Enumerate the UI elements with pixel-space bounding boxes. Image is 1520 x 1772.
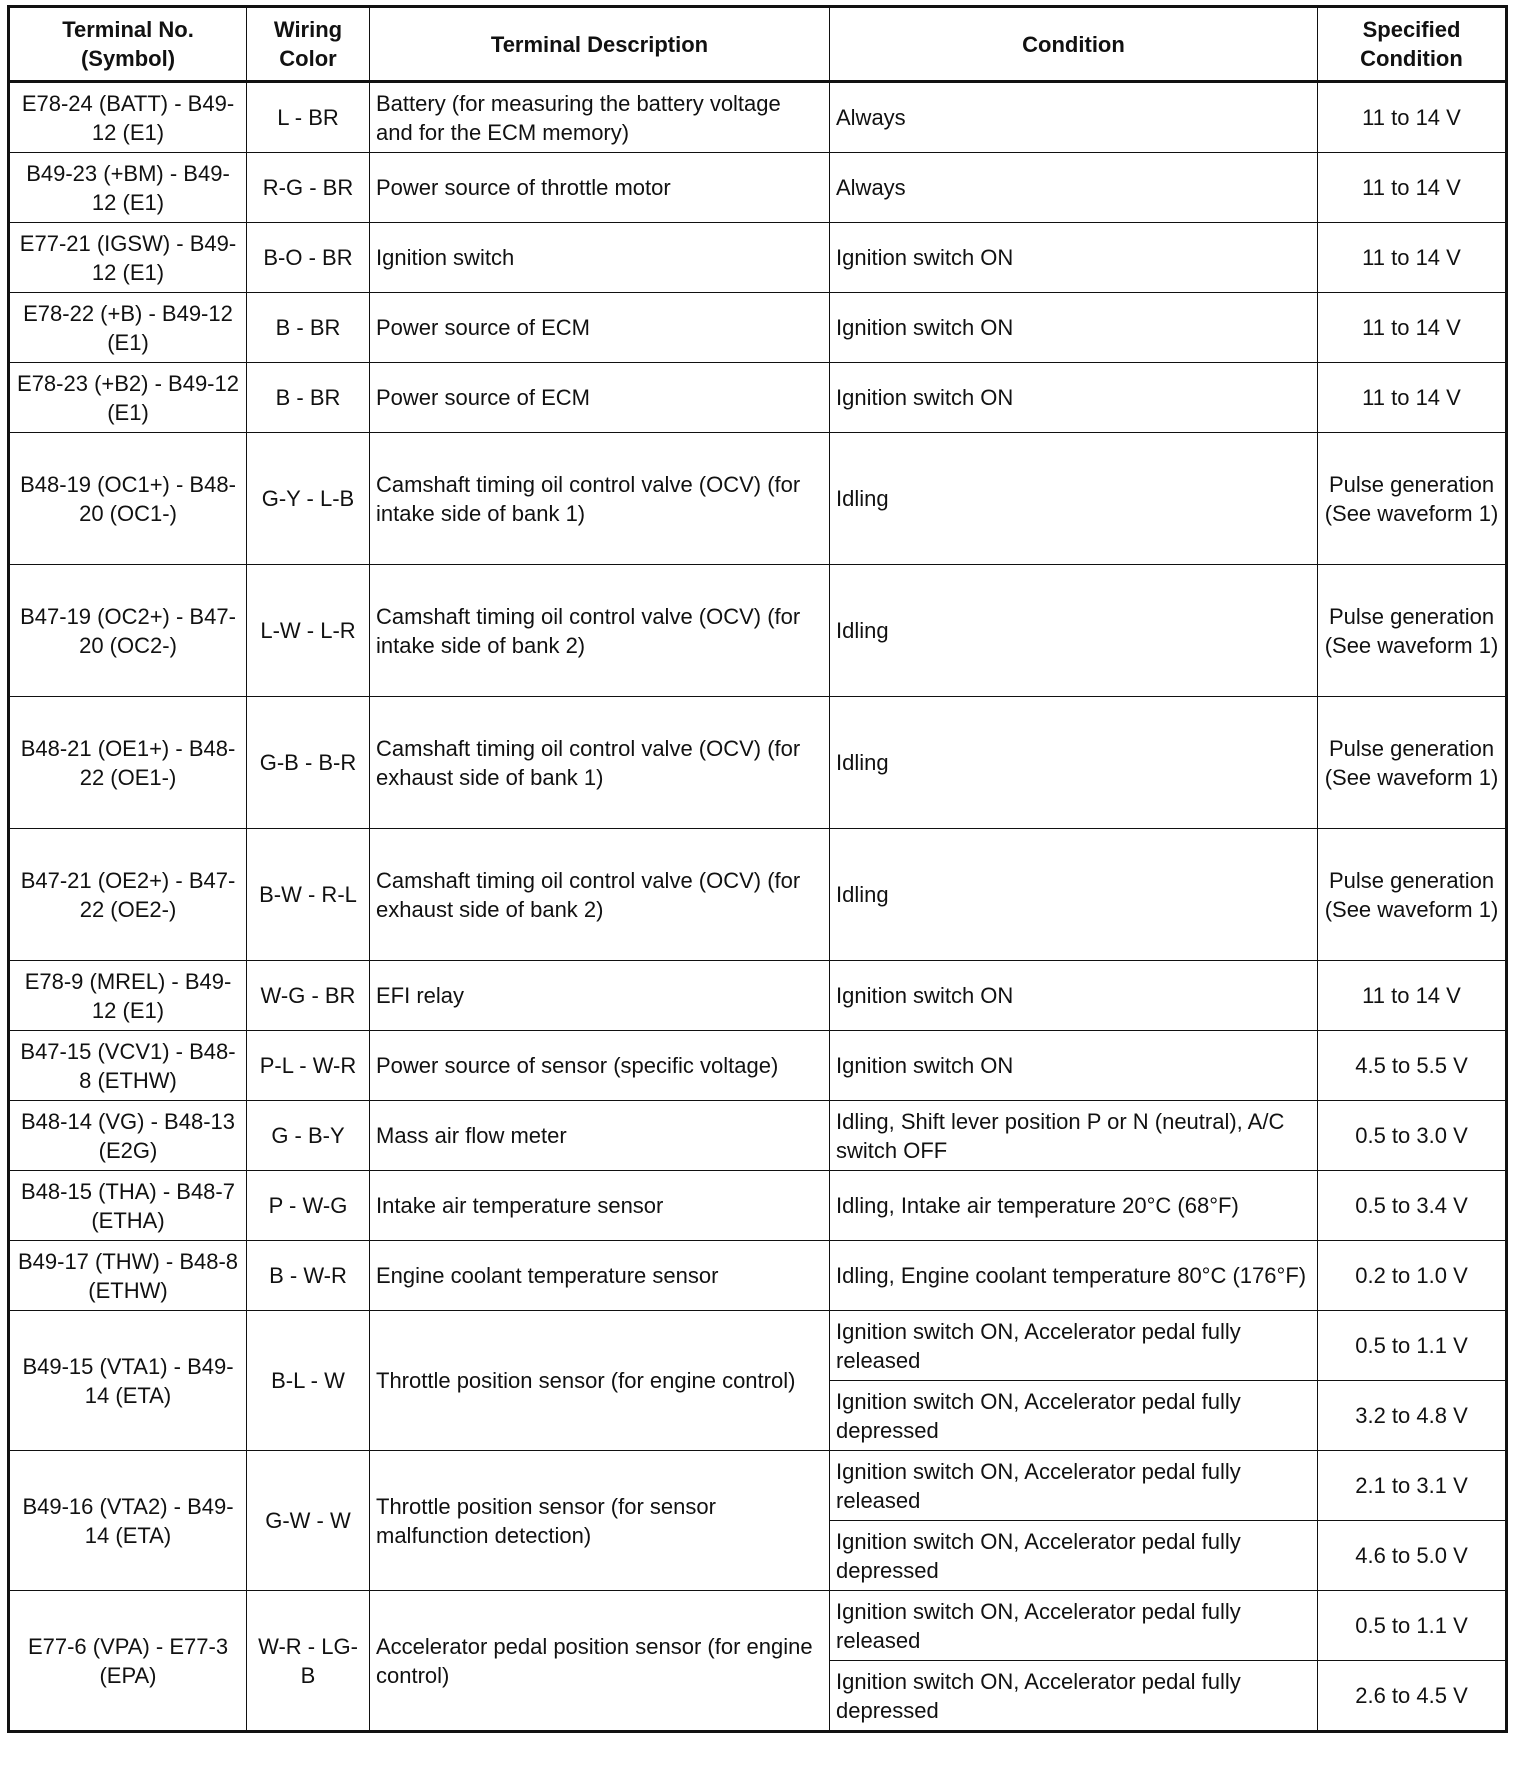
- description-cell: Camshaft timing oil control valve (OCV) (for intake side of bank 2): [370, 565, 830, 697]
- wiring-color-cell: G-B - B-R: [247, 697, 370, 829]
- spec-cell: 0.5 to 1.1 V: [1318, 1591, 1507, 1661]
- spec-cell: 11 to 14 V: [1318, 293, 1507, 363]
- terminal-cell: E77-21 (IGSW) - B49-12 (E1): [9, 223, 247, 293]
- condition-cell: Ignition switch ON, Accelerator pedal fully depressed: [830, 1521, 1318, 1591]
- terminal-cell: B49-16 (VTA2) - B49-14 (ETA): [9, 1451, 247, 1591]
- table-row: [9, 1171, 1507, 1241]
- condition-cell: Idling, Engine coolant temperature 80°C (176°F): [830, 1241, 1318, 1311]
- header-row: [9, 7, 1507, 82]
- table-row: [9, 1241, 1507, 1311]
- header-specified-condition: Specified Condition: [1318, 7, 1507, 82]
- spec-cell: Pulse generation (See waveform 1): [1318, 433, 1507, 565]
- terminal-cell: B49-23 (+BM) - B49-12 (E1): [9, 153, 247, 223]
- condition-cell: Idling: [830, 565, 1318, 697]
- table-row: [9, 363, 1507, 433]
- condition-cell: Idling, Intake air temperature 20°C (68°F): [830, 1171, 1318, 1241]
- spec-cell: 2.1 to 3.1 V: [1318, 1451, 1507, 1521]
- condition-cell: Idling, Shift lever position P or N (neutral), A/C switch OFF: [830, 1101, 1318, 1171]
- wiring-color-cell: W-G - BR: [247, 961, 370, 1031]
- terminal-cell: B48-14 (VG) - B48-13 (E2G): [9, 1101, 247, 1171]
- table-row: [9, 433, 1507, 565]
- condition-cell: Idling: [830, 829, 1318, 961]
- terminal-cell: E78-24 (BATT) - B49-12 (E1): [9, 82, 247, 153]
- wiring-color-cell: L - BR: [247, 82, 370, 153]
- condition-cell: Ignition switch ON: [830, 363, 1318, 433]
- spec-cell: Pulse generation (See waveform 1): [1318, 565, 1507, 697]
- table-row: [9, 1591, 1507, 1661]
- terminal-cell: B47-21 (OE2+) - B47-22 (OE2-): [9, 829, 247, 961]
- spec-cell: 2.6 to 4.5 V: [1318, 1661, 1507, 1732]
- description-cell: Intake air temperature sensor: [370, 1171, 830, 1241]
- table-row: [9, 565, 1507, 697]
- header-terminal: Terminal No. (Symbol): [9, 7, 247, 82]
- spec-cell: 3.2 to 4.8 V: [1318, 1381, 1507, 1451]
- terminal-table: [7, 5, 1508, 1733]
- wiring-color-cell: P - W-G: [247, 1171, 370, 1241]
- table-row: [9, 153, 1507, 223]
- description-cell: Mass air flow meter: [370, 1101, 830, 1171]
- condition-cell: Ignition switch ON, Accelerator pedal fully released: [830, 1451, 1318, 1521]
- table-row: [9, 961, 1507, 1031]
- header-description: Terminal Description: [370, 7, 830, 82]
- terminal-cell: B48-21 (OE1+) - B48-22 (OE1-): [9, 697, 247, 829]
- spec-cell: Pulse generation (See waveform 1): [1318, 697, 1507, 829]
- wiring-color-cell: P-L - W-R: [247, 1031, 370, 1101]
- description-cell: Throttle position sensor (for engine control): [370, 1311, 830, 1451]
- condition-cell: Ignition switch ON, Accelerator pedal fully depressed: [830, 1661, 1318, 1732]
- condition-cell: Ignition switch ON: [830, 961, 1318, 1031]
- spec-cell: 4.6 to 5.0 V: [1318, 1521, 1507, 1591]
- description-cell: Ignition switch: [370, 223, 830, 293]
- terminal-cell: E78-22 (+B) - B49-12 (E1): [9, 293, 247, 363]
- table-row: [9, 1451, 1507, 1521]
- terminal-cell: B48-15 (THA) - B48-7 (ETHA): [9, 1171, 247, 1241]
- spec-cell: 0.5 to 3.0 V: [1318, 1101, 1507, 1171]
- wiring-color-cell: G - B-Y: [247, 1101, 370, 1171]
- condition-cell: Ignition switch ON: [830, 293, 1318, 363]
- spec-cell: 0.5 to 3.4 V: [1318, 1171, 1507, 1241]
- description-cell: Power source of ECM: [370, 293, 830, 363]
- wiring-color-cell: G-W - W: [247, 1451, 370, 1591]
- table-row: [9, 1101, 1507, 1171]
- description-cell: EFI relay: [370, 961, 830, 1031]
- wiring-color-cell: B-W - R-L: [247, 829, 370, 961]
- spec-cell: 11 to 14 V: [1318, 153, 1507, 223]
- condition-cell: Always: [830, 153, 1318, 223]
- table-row: [9, 223, 1507, 293]
- condition-cell: Ignition switch ON, Accelerator pedal fully released: [830, 1591, 1318, 1661]
- condition-cell: Ignition switch ON: [830, 223, 1318, 293]
- condition-cell: Ignition switch ON, Accelerator pedal fully depressed: [830, 1381, 1318, 1451]
- condition-cell: Ignition switch ON: [830, 1031, 1318, 1101]
- spec-cell: 11 to 14 V: [1318, 363, 1507, 433]
- terminal-cell: B49-17 (THW) - B48-8 (ETHW): [9, 1241, 247, 1311]
- table-body: [9, 82, 1507, 1732]
- description-cell: Power source of ECM: [370, 363, 830, 433]
- wiring-color-cell: R-G - BR: [247, 153, 370, 223]
- spec-cell: 0.5 to 1.1 V: [1318, 1311, 1507, 1381]
- spec-cell: Pulse generation (See waveform 1): [1318, 829, 1507, 961]
- table-row: [9, 697, 1507, 829]
- table-row: [9, 82, 1507, 153]
- header-condition: Condition: [830, 7, 1318, 82]
- table-row: [9, 1311, 1507, 1381]
- description-cell: Engine coolant temperature sensor: [370, 1241, 830, 1311]
- table-row: [9, 829, 1507, 961]
- spec-cell: 11 to 14 V: [1318, 223, 1507, 293]
- description-cell: Throttle position sensor (for sensor malfunction detection): [370, 1451, 830, 1591]
- description-cell: Power source of throttle motor: [370, 153, 830, 223]
- spec-cell: 11 to 14 V: [1318, 82, 1507, 153]
- terminal-cell: E78-9 (MREL) - B49-12 (E1): [9, 961, 247, 1031]
- wiring-color-cell: B-L - W: [247, 1311, 370, 1451]
- terminal-cell: B47-19 (OC2+) - B47-20 (OC2-): [9, 565, 247, 697]
- terminal-cell: E77-6 (VPA) - E77-3 (EPA): [9, 1591, 247, 1732]
- table-row: [9, 293, 1507, 363]
- description-cell: Power source of sensor (specific voltage): [370, 1031, 830, 1101]
- wiring-color-cell: B - BR: [247, 363, 370, 433]
- description-cell: Camshaft timing oil control valve (OCV) (for exhaust side of bank 2): [370, 829, 830, 961]
- header-wiring-color: Wiring Color: [247, 7, 370, 82]
- description-cell: Battery (for measuring the battery voltage and for the ECM memory): [370, 82, 830, 153]
- spec-cell: 0.2 to 1.0 V: [1318, 1241, 1507, 1311]
- terminal-cell: B47-15 (VCV1) - B48-8 (ETHW): [9, 1031, 247, 1101]
- condition-cell: Idling: [830, 433, 1318, 565]
- description-cell: Camshaft timing oil control valve (OCV) (for exhaust side of bank 1): [370, 697, 830, 829]
- terminal-cell: B48-19 (OC1+) - B48-20 (OC1-): [9, 433, 247, 565]
- condition-cell: Always: [830, 82, 1318, 153]
- wiring-color-cell: B - BR: [247, 293, 370, 363]
- terminal-cell: E78-23 (+B2) - B49-12 (E1): [9, 363, 247, 433]
- wiring-color-cell: G-Y - L-B: [247, 433, 370, 565]
- wiring-color-cell: B - W-R: [247, 1241, 370, 1311]
- condition-cell: Idling: [830, 697, 1318, 829]
- wiring-color-cell: B-O - BR: [247, 223, 370, 293]
- description-cell: Camshaft timing oil control valve (OCV) (for intake side of bank 1): [370, 433, 830, 565]
- condition-cell: Ignition switch ON, Accelerator pedal fully released: [830, 1311, 1318, 1381]
- terminal-cell: B49-15 (VTA1) - B49-14 (ETA): [9, 1311, 247, 1451]
- description-cell: Accelerator pedal position sensor (for engine control): [370, 1591, 830, 1732]
- table-row: [9, 1031, 1507, 1101]
- wiring-color-cell: L-W - L-R: [247, 565, 370, 697]
- wiring-color-cell: W-R - LG-B: [247, 1591, 370, 1732]
- spec-cell: 4.5 to 5.5 V: [1318, 1031, 1507, 1101]
- spec-cell: 11 to 14 V: [1318, 961, 1507, 1031]
